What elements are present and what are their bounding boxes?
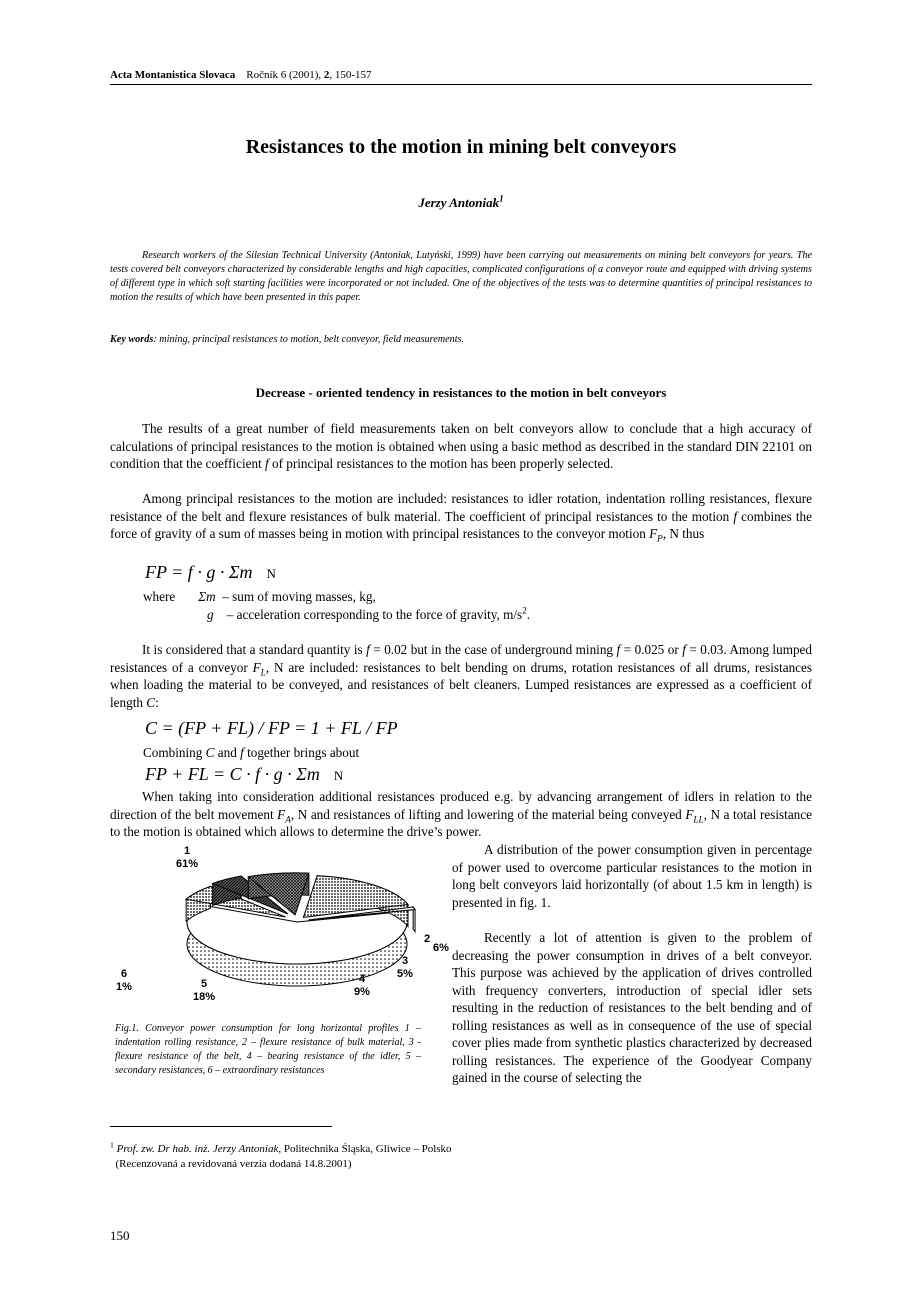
p4c: , N a total resistance to the motion is obtained which allows to determine the drive’s power. bbox=[110, 806, 812, 839]
issue-number: 2 bbox=[323, 69, 330, 81]
footnote-revision: (Recenzovaná a revidovaná verzia dodaná 14.8.2001) bbox=[115, 1158, 352, 1170]
combining-c: together brings about bbox=[243, 745, 360, 760]
paragraph-4 bbox=[110, 788, 812, 841]
pie-slice-side-6 bbox=[413, 907, 415, 932]
eq1-text: FP = f · g · Σm bbox=[145, 562, 253, 582]
p3d: = 0.03. Among lumped resistances of a conveyor bbox=[110, 642, 812, 675]
figure-caption: Fig.1. Conveyor power consumption for long horizontal profiles 1 – indentation rolling resistance, 2 – flexure resistance of bulk material, 3 - flexure resistance of the belt, 4 – bearing resistance of the idler, 5 – secondary resistances, 6 – extraordinary resistances bbox=[115, 1023, 421, 1076]
paragraph-5: A distribution of the power consumption given in percentage of power used to overcome particular resistances to the motion in long belt conveyors laid horizontally (of about 1.5 km in length) is presented in fig. 1. bbox=[452, 842, 812, 910]
author-footnote-mark: 1 bbox=[499, 193, 504, 204]
pie-category-label-6: 6 bbox=[120, 968, 128, 980]
combining-b: and bbox=[214, 745, 241, 760]
footnote-rule bbox=[110, 1126, 332, 1127]
paper-title: Resistances to the motion in mining belt conveyors bbox=[245, 136, 677, 158]
p4a: When taking into consideration additional resistances produced e.g. by advancing arrangement of idlers in relation to the direction of the belt movement bbox=[110, 789, 812, 822]
combining-a: Combining bbox=[143, 745, 206, 760]
running-header bbox=[110, 69, 372, 81]
p3-L: L bbox=[260, 667, 266, 678]
p4b: , N and resistances of lifting and lowering of the material being conveyed bbox=[290, 806, 686, 822]
eq3-text: FP + FL = C · f · g · Σm bbox=[145, 764, 320, 784]
p3-F: F bbox=[252, 659, 261, 675]
p4-F2: F bbox=[685, 806, 694, 822]
combining-line bbox=[143, 744, 359, 762]
pie-category-label-2: 2 bbox=[423, 933, 431, 945]
p2-text: Among principal resistances to the motion are included: resistances to idler rotation, indentation rolling resistances, flexure resistance of the belt and flexure resistances of bulk material. The coefficient of principal resistances to the motion bbox=[110, 491, 812, 524]
keywords-label: Key words bbox=[110, 334, 154, 345]
pie-category-label-1: 1 bbox=[183, 845, 191, 857]
keywords-text: : mining, principal resistances to motion, belt conveyor, field measurements. bbox=[153, 334, 465, 345]
pie-value-label-4: 9% bbox=[354, 986, 370, 998]
page-range: , 150-157 bbox=[329, 69, 372, 81]
p2-P: P bbox=[657, 533, 663, 544]
pie-slices bbox=[186, 873, 415, 986]
paragraph-3: It is considered that a standard quantity is f = 0.02 but in the case of underground mining f = 0.025 or f = 0.03. Among lumped resistances of a conveyor $F_L$, N are included: resistances to belt bending on drums, rotation resistances of all drums, resistances when loading the material to be conveyed, and resistances of belt cleaners. Lumped resistances are expressed as a coefficient of length C: bbox=[110, 642, 813, 710]
p3c: = 0.025 or bbox=[620, 642, 683, 657]
author bbox=[110, 195, 812, 211]
eq1-unit: N bbox=[266, 566, 276, 581]
p2-F: F bbox=[649, 526, 658, 541]
combining-C: C bbox=[205, 745, 215, 760]
p4-LL: LL bbox=[693, 814, 704, 825]
pie-value-label-6: 1% bbox=[116, 981, 132, 993]
p2-end: , N thus bbox=[662, 526, 705, 541]
equation-3 bbox=[145, 764, 343, 785]
page-number: 150 bbox=[110, 1228, 130, 1243]
p1-text: The results of a great number of field measurements taken on belt conveyors allow to conclude that a high accuracy of calculations of principal resistances to the motion is obtained when using a basic method as described in the standard DIN 22101 on condition that the coefficient bbox=[110, 421, 812, 471]
pie-chart-figure bbox=[112, 842, 449, 1012]
footnote bbox=[110, 1142, 452, 1172]
where-sm-desc: – sum of moving masses, kg, bbox=[222, 589, 376, 604]
p3b: = 0.02 but in the case of underground mining bbox=[369, 642, 617, 657]
where-g-sup: 2 bbox=[522, 605, 527, 616]
header-rule bbox=[110, 84, 812, 85]
pie-category-label-5: 5 bbox=[200, 978, 208, 990]
journal-name: Acta Montanistica Slovaca bbox=[110, 69, 236, 81]
footnote-affil: , Politechnika Śląska, Gliwice – Polsko bbox=[278, 1143, 452, 1155]
footnote-mark: 1 bbox=[110, 1140, 114, 1150]
p4-F1: F bbox=[277, 806, 286, 822]
p3-f1: f bbox=[366, 642, 370, 657]
p3e: , N are included: resistances to belt bending on drums, rotation resistances of all drums, resistances when loading the material to be conveyed, and resistances of belt cleaners. Lumped resistances are expressed as a coefficient of length bbox=[110, 659, 813, 710]
paragraph-1 bbox=[110, 420, 812, 473]
combining-f: f bbox=[240, 745, 244, 760]
paragraph-2 bbox=[110, 490, 812, 543]
p2-mid: combines the force of gravity of a sum of masses being in motion with principal resistances to the conveyor motion bbox=[110, 508, 812, 541]
p3-f2: f bbox=[616, 642, 621, 657]
volume-info: Ročník 6 (2001), bbox=[246, 69, 324, 81]
abstract: Research workers of the Silesian Technical University (Antoniak, Lutyński, 1999) have been carrying out measurements on mining belt conveyors for years. The tests covered belt conveyors characterized by considerable lengths and high capacities, complicated configurations of a conveyor route and equipped with driving systems of different type in which soft starting facilities were incorporated or not included. One of the objectives of the tests was to determine quantities of principal resistances to motion the results of which have been presented in this paper. bbox=[110, 250, 812, 303]
pie-value-label-5: 18% bbox=[192, 991, 216, 1003]
paragraph-6: Recently a lot of attention is given to the problem of decreasing the power consumption in drives of a belt conveyor. This purpose was achieved by the application of drives controlled with frequency converters, introduction of special idler sets resulting in the reduction of resistances to the belt bending and of rolling resistances as well as in consequence of the use of special cover plies made from synthetic plastics characterized by decreased rolling resistances. The experience of the Goodyear Company gained in the course of selecting the bbox=[452, 930, 812, 1085]
pie-value-label-2: 6% bbox=[433, 942, 449, 954]
pie-category-label-4: 4 bbox=[358, 973, 366, 985]
p3-f3: f bbox=[682, 642, 686, 657]
p2-f: f bbox=[733, 508, 738, 524]
equation-2: C = (FP + FL) / FP = 1 + FL / FP bbox=[145, 718, 398, 738]
author-name: Jerzy Antoniak bbox=[418, 195, 500, 210]
equation-1 bbox=[145, 562, 276, 583]
section-heading: Decrease - oriented tendency in resistances to the motion in belt conveyors bbox=[255, 385, 667, 400]
where-g: g bbox=[207, 606, 214, 622]
where-block: where Σm – sum of moving masses, kg, g – acceleration corresponding to the force of gravity, $m/s^2$. bbox=[143, 589, 531, 622]
p3-C: C bbox=[146, 694, 156, 710]
footnote-name: Prof. zw. Dr hab. inż. Jerzy Antoniak bbox=[113, 1143, 279, 1155]
pie-value-label-3: 5% bbox=[397, 968, 413, 980]
pie-category-label-3: 3 bbox=[401, 955, 409, 967]
where-label: where bbox=[143, 589, 176, 604]
p1-f: f bbox=[265, 456, 269, 471]
p3a: It is considered that a standard quantity is bbox=[142, 642, 367, 657]
where-g-desc: – acceleration corresponding to the force of gravity, m/s bbox=[226, 606, 523, 622]
p4-A: A bbox=[285, 814, 291, 825]
where-sm: Σm bbox=[198, 589, 216, 604]
eq3-unit: N bbox=[333, 768, 344, 783]
pie-value-label-1: 61% bbox=[175, 858, 199, 870]
keywords bbox=[110, 334, 812, 345]
p1-end: of principal resistances to the motion has been properly selected. bbox=[268, 456, 614, 471]
